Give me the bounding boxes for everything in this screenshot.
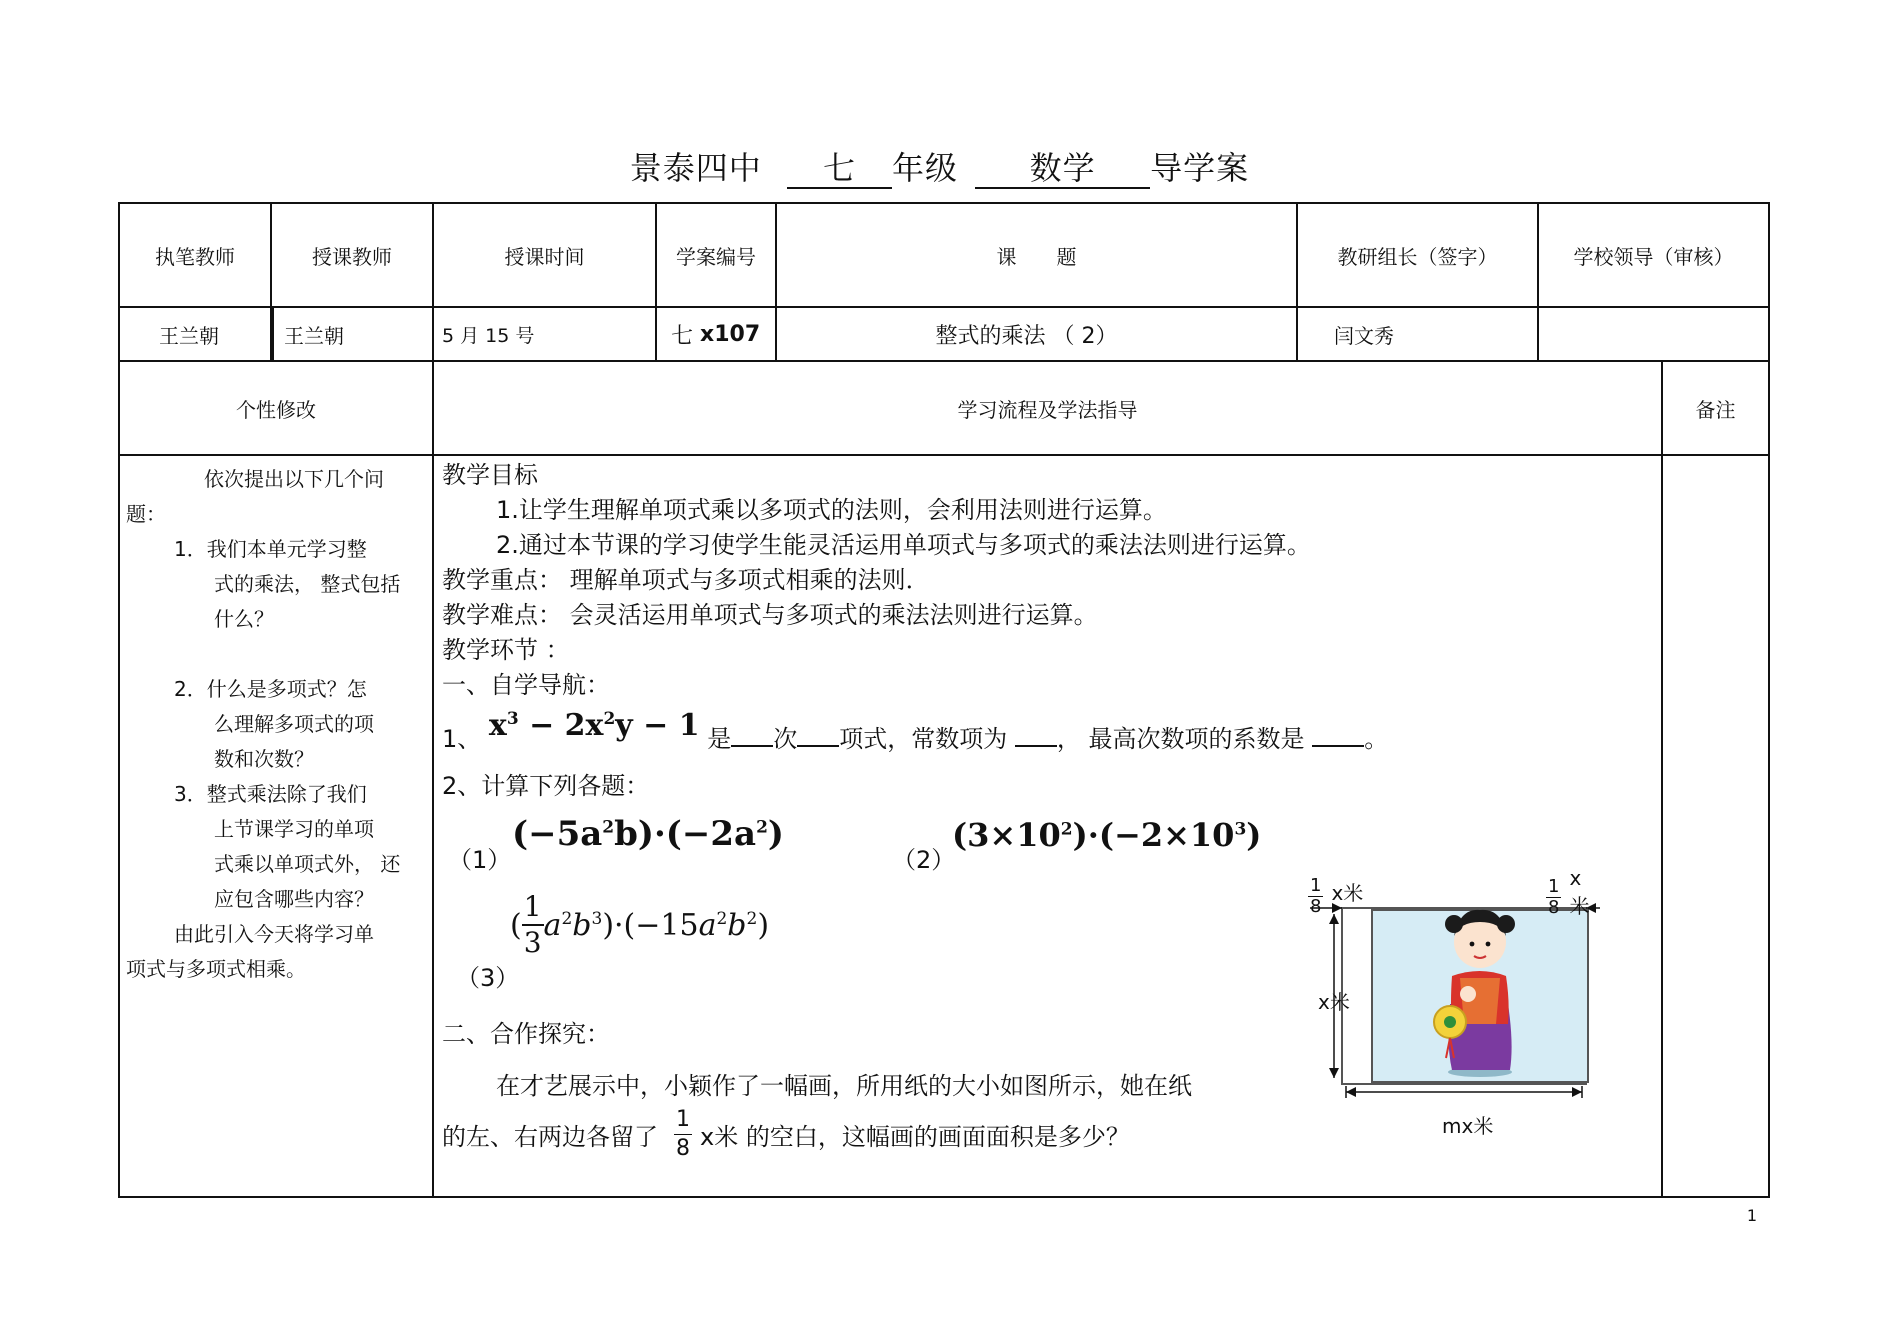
- steps-title: 教学环节 ：: [442, 636, 570, 664]
- note-intro-line2: 题：: [126, 502, 166, 526]
- figure-side-label: x米: [1318, 990, 1350, 1014]
- calc2-expression: $(3\times 10^2)\cdot(-2\times 10^3)$: [952, 816, 1262, 854]
- value-topic: 整式的乘法 （ 2）: [935, 323, 1118, 349]
- value-author: 王兰朝: [159, 323, 219, 348]
- note-q2-line3: 数和次数？: [214, 747, 314, 771]
- note-q1-line2: 式的乘法， 整式包括: [214, 572, 401, 596]
- item1-number: 1、: [442, 725, 482, 753]
- header-time: 授课时间: [504, 244, 585, 269]
- note-q2-line1: 什么是多项式？怎: [206, 677, 367, 701]
- value-time: 5 月 15 号: [442, 324, 535, 347]
- school-name: 景泰四中: [629, 149, 762, 187]
- note-q1-line3: 什么？: [214, 607, 274, 631]
- calc1-expression: $(-5a^2b)\cdot(-2a^2)$: [512, 814, 785, 854]
- paper-figure: [1300, 866, 1600, 1144]
- part2-title: 二、合作探究：: [442, 1020, 610, 1048]
- page-number: 1: [1746, 1206, 1757, 1225]
- section-personal-edit: 个性修改: [236, 397, 316, 422]
- item2-title: 2、计算下列各题：: [442, 772, 650, 800]
- page-title: [0, 143, 1879, 189]
- header-author: 执笔教师: [155, 244, 235, 269]
- grade-suffix: 年级: [891, 149, 958, 187]
- story-line1: 在才艺展示中，小颖作了一幅画，所用纸的大小如图所示，她在纸: [496, 1072, 1192, 1100]
- header-number: 学案编号: [676, 244, 756, 269]
- item1-text-e: 。: [1364, 725, 1389, 753]
- note-q1-line1: 我们本单元学习整: [206, 537, 367, 561]
- item1-line: [442, 709, 1652, 761]
- item1-text-d: ， 最高次数项的系数是: [1056, 725, 1305, 753]
- header-school-leader: 学校领导（审核）: [1573, 244, 1734, 269]
- calc2-label: （2）: [892, 846, 956, 874]
- note-q3-line2: 上节课学习的单项: [214, 817, 374, 841]
- difficulty-label: 教学难点：: [442, 601, 562, 629]
- note-outro-line1: 由此引入今天将学习单: [174, 922, 374, 946]
- header-group-head: 教研组长（签字）: [1337, 244, 1498, 269]
- header-topic: 课 题: [996, 244, 1077, 269]
- key-point-label: 教学重点：: [442, 566, 562, 594]
- calc3-label: （3）: [456, 964, 520, 992]
- story-line2-a: 的左、右两边各留了: [442, 1123, 658, 1151]
- goals-title: 教学目标: [442, 461, 538, 489]
- figure-left-label: $\frac{1}{8}$ x米: [1310, 875, 1364, 917]
- calc3-expression: ( 1 3 $a^2b^3)\cdot(-15a^2b^2)$: [510, 890, 770, 959]
- item1-text-a: 是: [707, 725, 732, 753]
- figure-right-label: $\frac{1}{8}$ x米: [1548, 866, 1590, 918]
- note-q3-line3: 式乘以单项式外， 还: [214, 852, 401, 876]
- item1-polynomial: $x^3 - 2x^2y - 1$: [488, 708, 700, 743]
- value-number-code: x107: [700, 321, 761, 347]
- figure-bottom-label: mx米: [1442, 1114, 1494, 1138]
- note-outro-line2: 项式与多项式相乘。: [126, 957, 306, 981]
- goal-1: 1.让学生理解单项式乘以多项式的法则，会利用法则进行运算。: [496, 496, 1167, 524]
- story-line2-b: x米 的空白，这幅画的画面面积是多少？: [700, 1123, 1130, 1151]
- note-q3-line4: 应包含哪些内容？: [214, 887, 374, 911]
- note-intro-line1: 依次提出以下几个问: [204, 467, 384, 491]
- key-point-text: 理解单项式与多项式相乘的法则．: [569, 566, 930, 594]
- section-learning-flow: 学习流程及学法指导: [957, 397, 1138, 422]
- part1-title: 一、自学导航：: [442, 671, 610, 699]
- value-group-head: 闫文秀: [1334, 323, 1394, 348]
- header-teacher: 授课教师: [312, 244, 392, 269]
- item1-text-b: 次: [773, 725, 798, 753]
- value-number: [657, 308, 775, 360]
- grade-value: 七: [787, 149, 892, 189]
- calc1-label: （1）: [448, 846, 512, 874]
- value-number-prefix: 七: [671, 323, 694, 349]
- note-q2-number: 2．: [174, 677, 207, 701]
- note-q1-number: 1．: [174, 537, 207, 561]
- lesson-table: [118, 202, 1770, 1198]
- story-fraction: $\frac{1}{8}$: [676, 1107, 690, 1161]
- note-q3-number: 3．: [174, 782, 207, 806]
- section-remarks: 备注: [1695, 397, 1736, 422]
- goal-2: 2.通过本节课的学习使学生能灵活运用单项式与多项式的乘法法则进行运算。: [496, 531, 1311, 559]
- difficulty-text: 会灵活运用单项式与多项式的乘法法则进行运算。: [569, 601, 1098, 629]
- value-teacher: 王兰朝: [284, 323, 344, 348]
- title-suffix: 导学案: [1150, 149, 1250, 187]
- subject-value: 数学: [975, 149, 1150, 189]
- item1-text-c: 项式，常数项为: [839, 725, 1008, 753]
- left-notes: [126, 462, 428, 987]
- note-q2-line2: 么理解多项式的项: [214, 712, 374, 736]
- story-line2: [442, 1106, 1130, 1163]
- value-school-leader: [1539, 308, 1768, 360]
- note-q3-line1: 整式乘法除了我们: [206, 782, 367, 806]
